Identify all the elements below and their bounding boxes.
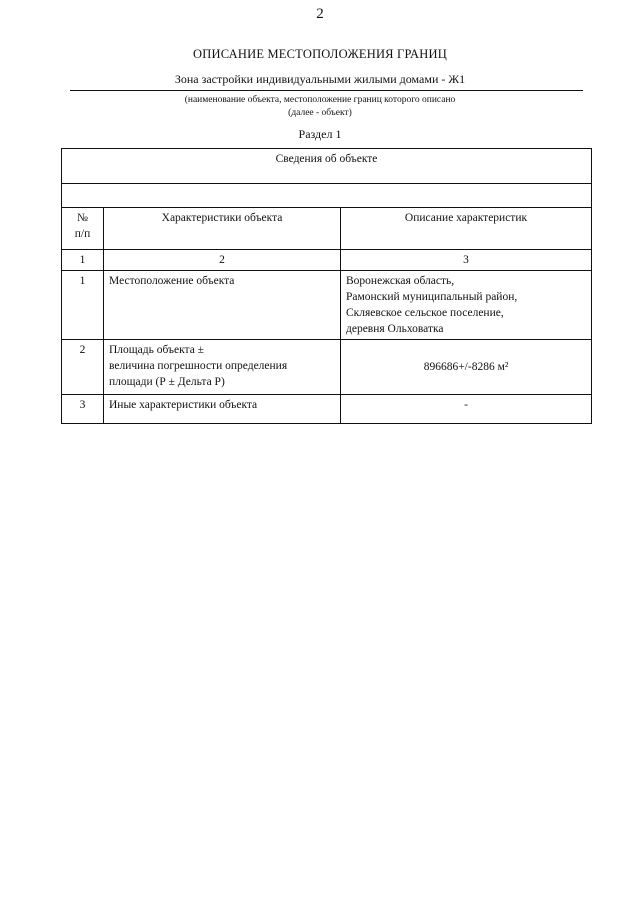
row-description (341, 340, 592, 395)
column-number-3: 3 (341, 250, 592, 271)
row-num: 2 (62, 340, 104, 395)
header-num-line-2: п/п (74, 228, 91, 240)
row-characteristic-line: Площадь объекта ± (109, 344, 204, 356)
row-description-line: Скляевское сельское поселение, (346, 307, 504, 319)
object-caption (0, 94, 640, 120)
row-description (341, 271, 592, 340)
row-description-line: - (464, 399, 468, 411)
row-description-line: Рамонский муниципальный район, (346, 291, 518, 303)
table-empty-cell (62, 184, 592, 208)
object-caption-line-2: (далее - объект) (288, 108, 352, 118)
row-description-line: Воронежская область, (346, 275, 455, 287)
row-characteristic-line: величина погрешности определения (109, 360, 288, 372)
object-name: Зона застройки индивидуальными жилыми домами - Ж1 (174, 72, 466, 86)
header-description: Описание характеристик (341, 208, 592, 250)
object-info-table (61, 148, 592, 424)
row-num: 1 (62, 271, 104, 340)
section-label: Раздел 1 (298, 127, 342, 141)
object-caption-line-1: (наименование объекта, местоположение границ которого описано (184, 95, 456, 105)
table-title-row (62, 149, 592, 184)
object-name-underline (70, 90, 583, 91)
table-header-row (62, 208, 592, 250)
table-title: Сведения об объекте (62, 149, 592, 184)
header-characteristic: Характеристики объекта (104, 208, 341, 250)
table-column-numbers-row (62, 250, 592, 271)
row-description-line: деревня Ольховатка (346, 323, 444, 335)
header-num-line-1: № (77, 212, 88, 224)
table-row (62, 340, 592, 395)
row-characteristic (104, 340, 341, 395)
row-description (341, 395, 592, 424)
row-characteristic-line: Иные характеристики объекта (109, 399, 258, 411)
table-row (62, 271, 592, 340)
row-characteristic-line: Местоположение объекта (109, 275, 235, 287)
column-number-2: 2 (104, 250, 341, 271)
column-number-1: 1 (62, 250, 104, 271)
row-characteristic (104, 271, 341, 340)
row-characteristic-line: площади (Р ± Дельта Р) (109, 376, 225, 388)
row-characteristic (104, 395, 341, 424)
header-num (62, 208, 104, 250)
table-row (62, 395, 592, 424)
row-num: 3 (62, 395, 104, 424)
document-title: ОПИСАНИЕ МЕСТОПОЛОЖЕНИЯ ГРАНИЦ (193, 47, 447, 61)
row-description-line: 896686+/-8286 м² (423, 361, 509, 373)
table-empty-row (62, 184, 592, 208)
page-number: 2 (316, 6, 324, 22)
